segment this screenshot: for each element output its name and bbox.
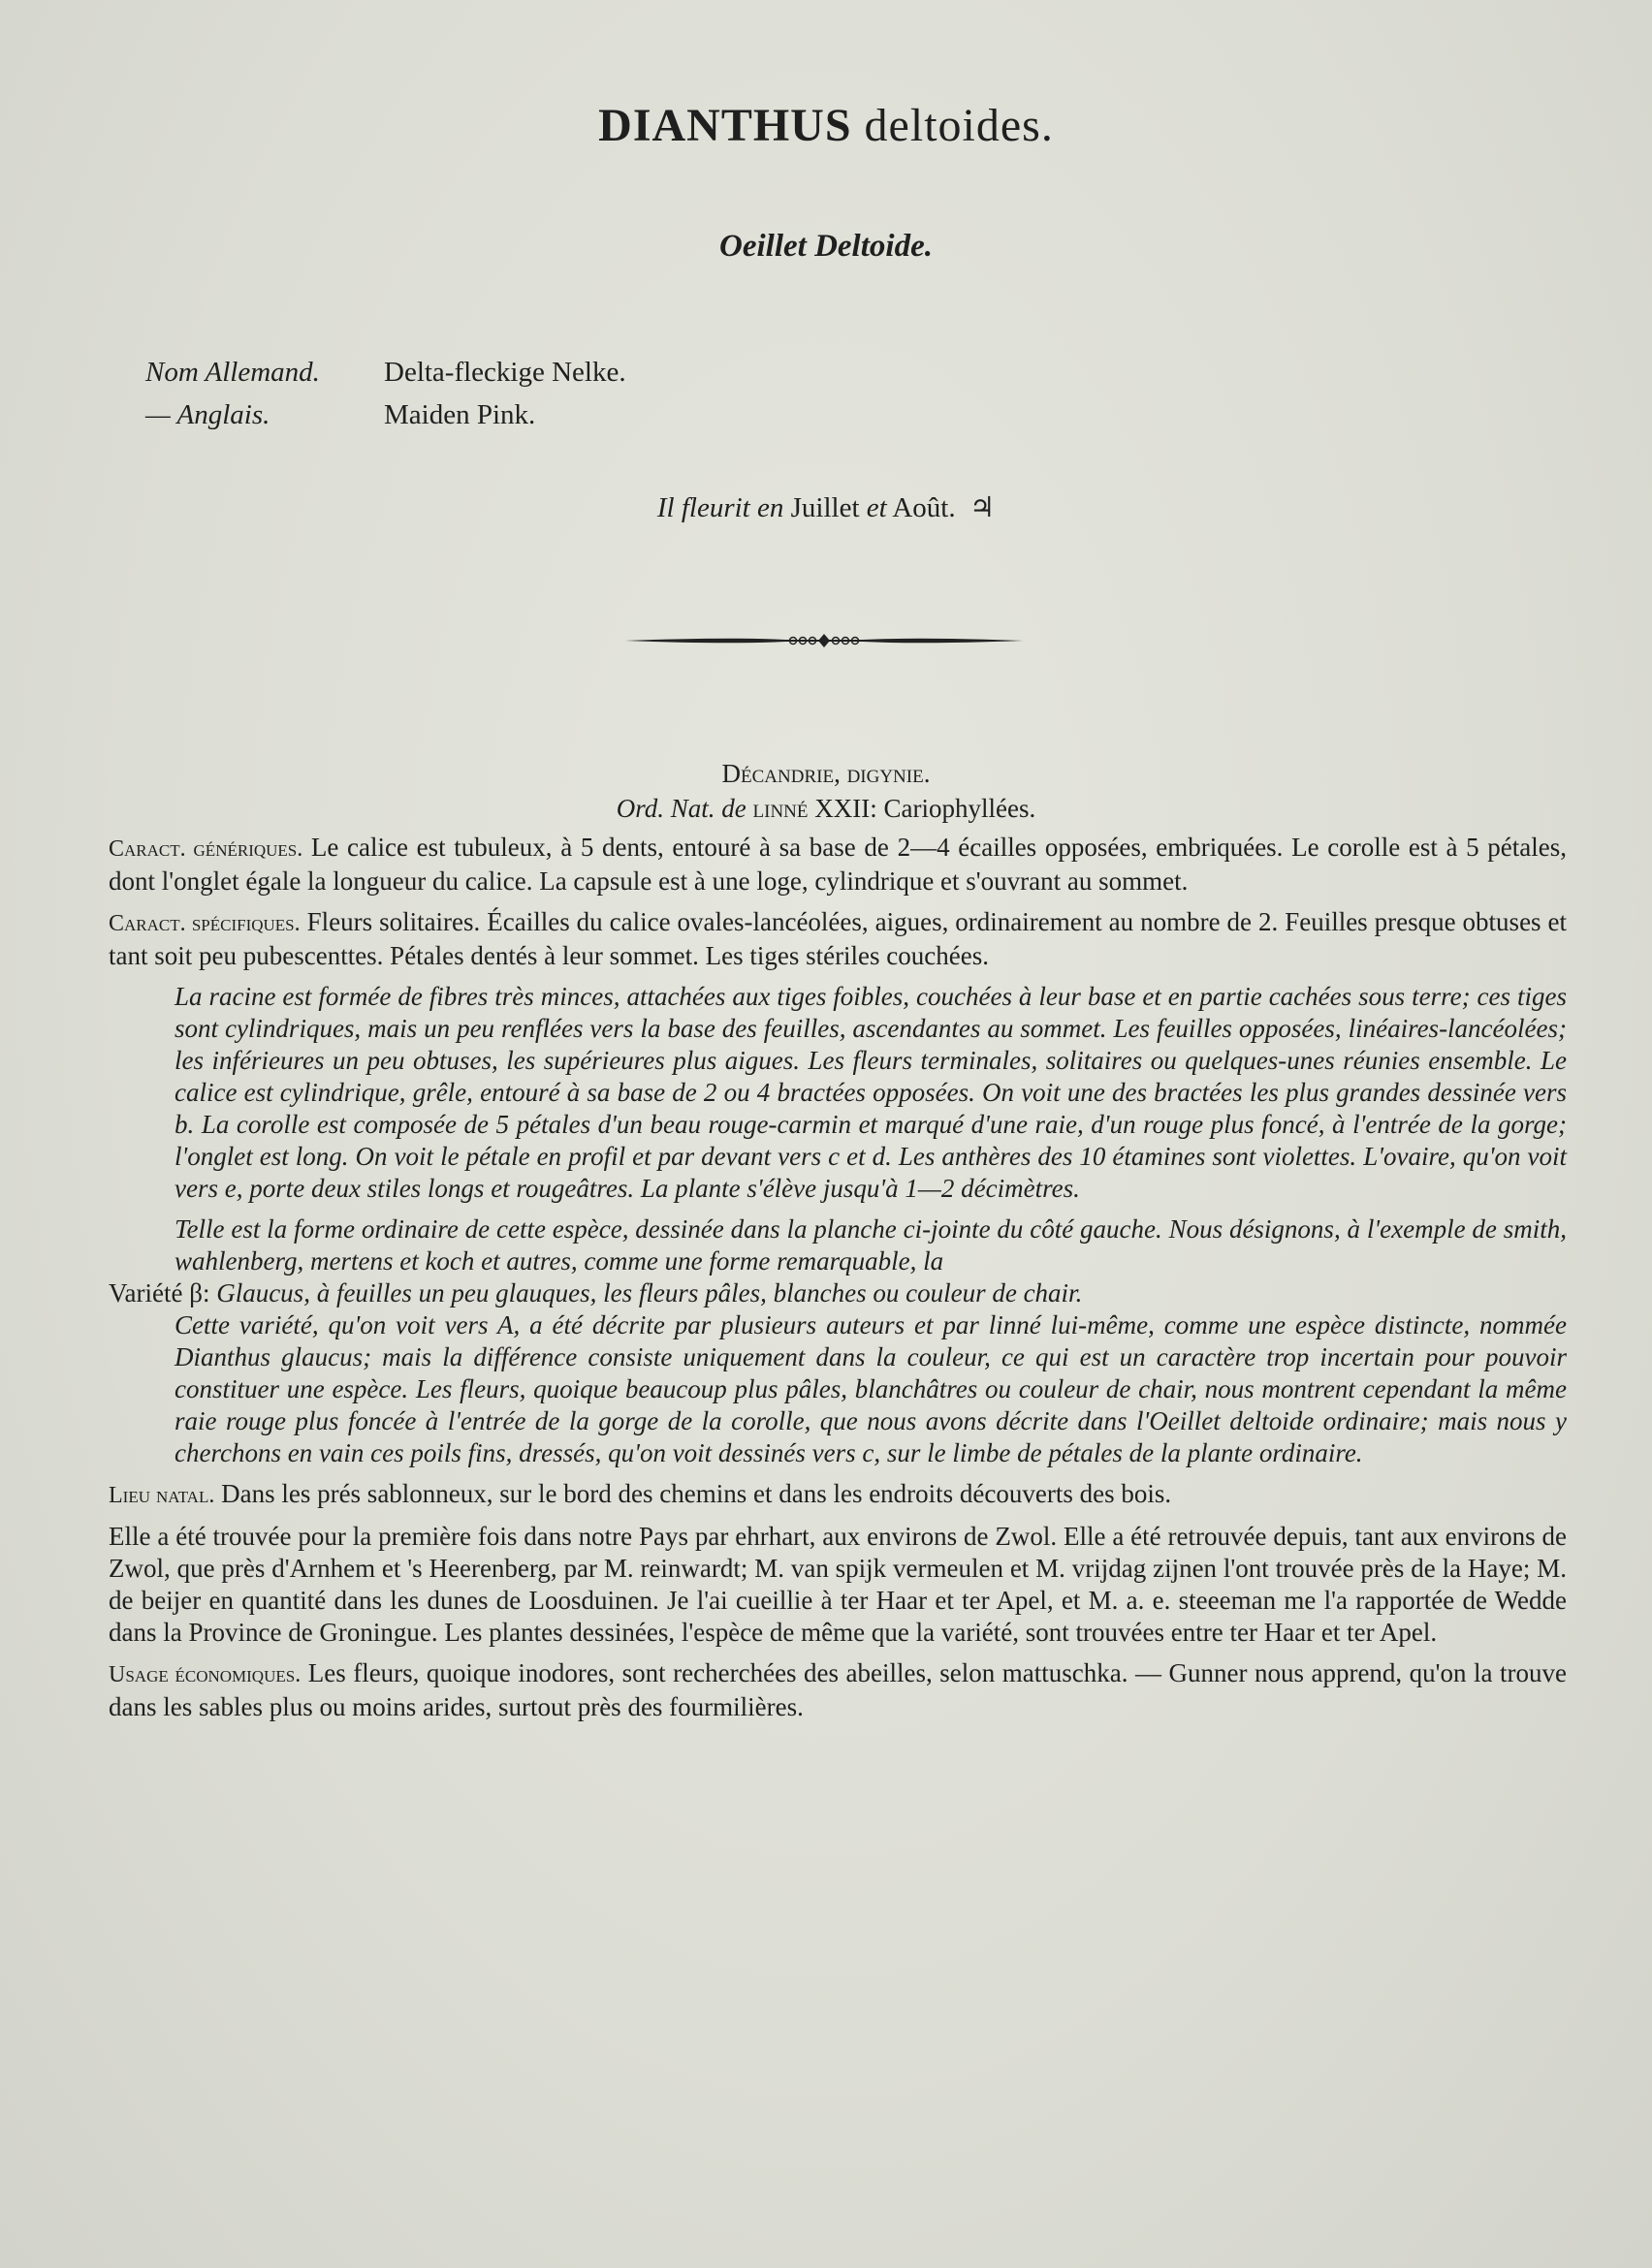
section-label: Usage économiques.: [109, 1662, 302, 1687]
name-value: Maiden Pink.: [384, 399, 536, 430]
article-body: [109, 832, 1567, 1732]
classification: [0, 756, 1652, 826]
section-text: Les fleurs, quoique inodores, sont recherchées des abeilles, selon mattuschka. — Gunner nous apprend, qu'on la trouve dans les sables plus ou moins arides, surtout près des fourmilières.: [109, 1658, 1568, 1721]
perennial-symbol: ♃: [969, 492, 996, 523]
genus-name: DIANTHUS: [598, 100, 852, 151]
flowering-conj: et: [866, 492, 887, 523]
species-name: deltoides.: [864, 100, 1054, 151]
section-label: Caract. spécifiques.: [109, 911, 301, 936]
name-value: Delta-fleckige Nelke.: [384, 357, 626, 388]
section-label: Caract. génériques.: [109, 836, 303, 862]
order-name: XXII: Cariophyllées.: [814, 794, 1036, 823]
section-text: Fleurs solitaires. Écailles du calice ovales-lancéolées, aigues, ordinairement au nombre de 2. Feuilles presque obtuses et tant soit peu pubescenttes. Pétales dentés à leur sommet. Les tiges stériles couchées.: [109, 907, 1567, 970]
generic-characters: [109, 832, 1567, 898]
description-paragraph: La racine est formée de fibres très minces, attachées aux tiges foibles, couchées à leur base et en partie cachées sous terre; ces tiges sont cylindriques, mais un peu renflées vers la base des feuilles, ascendantes au sommet. Les feuilles opposées, linéaires-lancéolées; les inférieures un peu obtuses, les supérieures plus aigues. Les fleurs terminales, solitaires ou quelques-unes réunies ensemble. Le calice est cylindrique, grêle, entouré à sa base de 2 ou 4 bractées opposées. On voit une des bractées les plus grandes dessinée vers b. La corolle est composée de 5 pétales d'un beau rouge-carmin et marqué d'une raie, d'un rouge plus foncé, à l'entrée de la gorge; l'onglet est long. On voit le pétale en profil et par devant vers c et d. Les anthères des 10 étamines sont violettes. L'ovaire, qu'on voit vers e, porte deux stiles longs et rougeâtres. La plante s'élève jusqu'à 1—2 décimètres.: [175, 982, 1567, 1203]
variety-text: Glaucus, à feuilles un peu glauques, les fleurs pâles, blanches ou couleur de chair.: [216, 1278, 1083, 1307]
natural-order: [0, 791, 1652, 826]
section-text: Le calice est tubuleux, à 5 dents, entouré à sa base de 2—4 écailles opposées, embriquées. Le corolle est à 5 pétales, dont l'onglet égale la longueur du calice. La capsule est à une loge, cylindrique et s'ouvrant au sommet.: [109, 833, 1568, 896]
order-prefix: Ord. Nat. de: [616, 794, 747, 823]
section-label: Lieu natal.: [109, 1483, 215, 1508]
flowering-month: Août.: [892, 492, 956, 523]
variety-label: Variété β:: [109, 1278, 210, 1307]
economic-use: [109, 1657, 1567, 1723]
specific-characters: [109, 906, 1567, 972]
flowering-period: [0, 490, 1652, 524]
order-author: linné: [752, 794, 809, 823]
flowering-prefix: Il fleurit en: [656, 492, 784, 523]
variety-description: Cette variété, qu'on voit vers A, a été décrite par plusieurs auteurs et par linné lui-même, comme une espèce distincte, nommée Dianthus glaucus; mais la différence consiste uniquement dans la couleur, ce qui est un caractère trop incertain pour pouvoir constituer une espèce. Les fleurs, quoique beaucoup plus pâles, blanchâtres ou couleur de chair, nous montrent cependant la même raie rouge plus foncée à l'entrée de la gorge de la corolle, que nous avons décrite dans l'Oeillet deltoide ordinaire; mais nous y cherchons en vain ces poils fins, dressés, qu'on voit dessinés vers c, sur le limbe de pétales de la plante ordinaire.: [175, 1310, 1567, 1467]
name-label: — Anglais.: [145, 399, 270, 430]
ornament-divider: [620, 626, 1028, 655]
name-row-english: [145, 394, 626, 436]
form-note: Telle est la forme ordinaire de cette espèce, dessinée dans la planche ci-jointe du côté gauche. Nous désignons, à l'exemple de smith, wahlenberg, mertens et koch et autres, comme une forme remarquable, la: [175, 1214, 1567, 1276]
localities: Elle a été trouvée pour la première fois dans notre Pays par ehrhart, aux environs de Zwol. Elle a été retrouvée depuis, tant aux environs de Zwol, que près d'Arnhem et 's Heerenberg, par M. reinwardt; M. van spijk vermeulen et M. vrijdag zijnen l'ont trouvée près de la Haye; M. de beijer en quantité dans les dunes de Loosduinen. Je l'ai cueillie à ter Haar et ter Apel, et M. a. e. steeeman me l'a rapportée de Wedde dans la Province de Groningue. Les plantes dessinées, l'espèce de même que la variété, sont trouvées entre ter Haar et ter Apel.: [109, 1522, 1567, 1647]
common-name: Oeillet Deltoide.: [719, 229, 933, 264]
flowering-month: Juillet: [790, 492, 860, 523]
name-row-german: [145, 351, 626, 394]
name-label: Nom Allemand.: [145, 357, 320, 388]
section-text: Dans les prés sablonneux, sur le bord des chemins et dans les endroits découverts des bois.: [221, 1479, 1172, 1508]
vernacular-names: [145, 351, 626, 436]
variety-line: [109, 1277, 1567, 1309]
page-title: [0, 99, 1652, 152]
linnaean-class: Décandrie, digynie.: [721, 759, 931, 788]
habitat: [109, 1478, 1567, 1512]
